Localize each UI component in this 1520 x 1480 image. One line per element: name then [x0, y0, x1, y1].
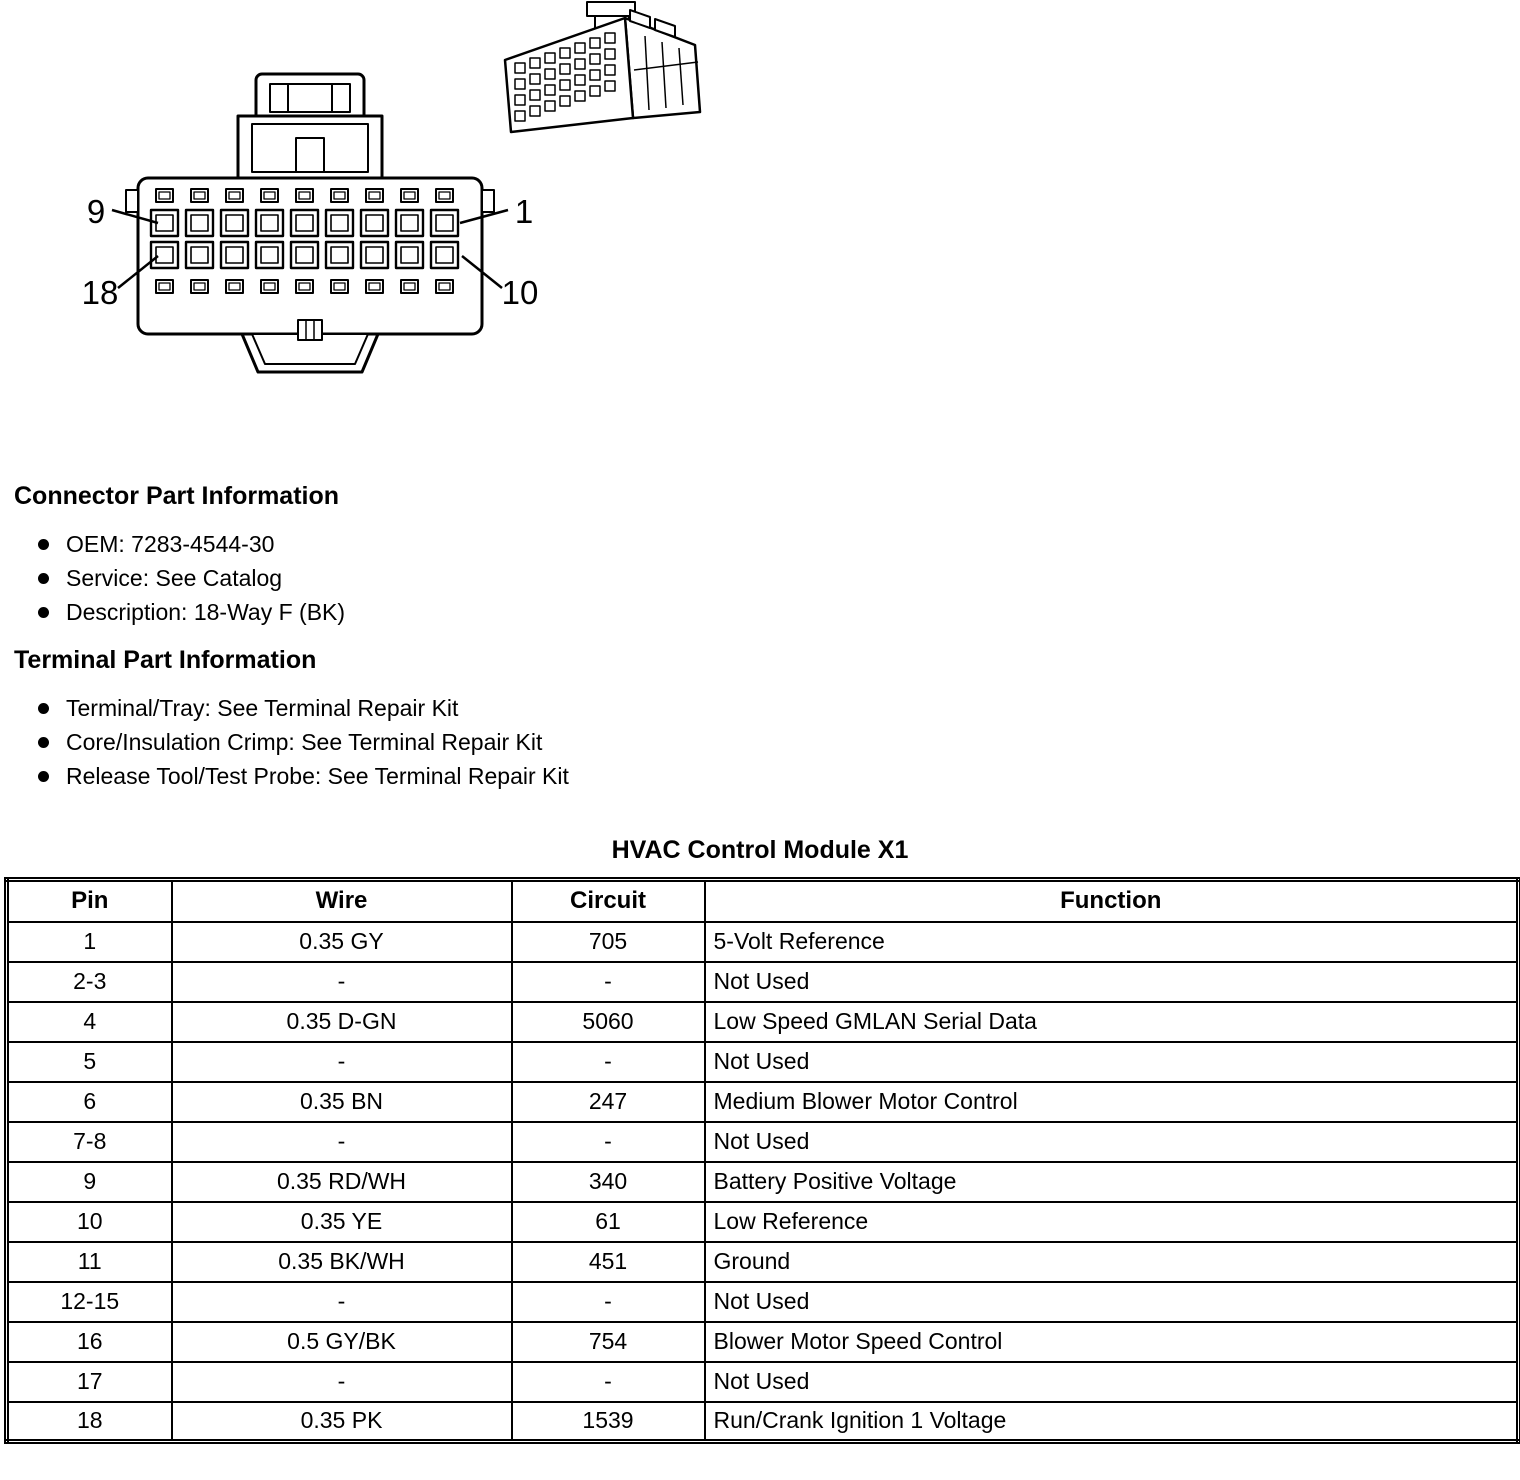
bullet-icon — [38, 539, 49, 550]
pin-cell: 10 — [7, 1202, 172, 1242]
table-row — [7, 1002, 1519, 1042]
list-item — [38, 691, 1520, 725]
function-cell: Low Speed GMLAN Serial Data — [705, 1002, 1519, 1042]
table-row — [7, 1242, 1519, 1282]
connector-3d-view — [495, 0, 710, 172]
function-cell: Not Used — [705, 1282, 1519, 1322]
col-header-pin: Pin — [7, 880, 172, 922]
list-item — [38, 595, 1520, 629]
wire-cell: 0.35 D-GN — [172, 1002, 512, 1042]
bullet-icon — [38, 771, 49, 782]
col-header-circuit: Circuit — [512, 880, 705, 922]
pin-cell: 17 — [7, 1362, 172, 1402]
connector-part-info-heading: Connector Part Information — [14, 482, 340, 510]
table-row — [7, 1162, 1519, 1202]
list-item-text: Service: See Catalog — [66, 564, 283, 591]
pin-cell: 16 — [7, 1322, 172, 1362]
pin-cell: 5 — [7, 1042, 172, 1082]
function-cell: Medium Blower Motor Control — [705, 1082, 1519, 1122]
table-row — [7, 1282, 1519, 1322]
circuit-cell: - — [512, 962, 705, 1002]
pinout-table — [4, 877, 1520, 1444]
table-header-row — [7, 880, 1519, 922]
pin-cell: 18 — [7, 1402, 172, 1442]
list-item — [38, 527, 1520, 561]
circuit-cell: - — [512, 1362, 705, 1402]
circuit-cell: - — [512, 1122, 705, 1162]
pin-cell: 12-15 — [7, 1282, 172, 1322]
pin-cell: 9 — [7, 1162, 172, 1202]
function-cell: Low Reference — [705, 1202, 1519, 1242]
function-cell: Not Used — [705, 962, 1519, 1002]
function-cell: Not Used — [705, 1042, 1519, 1082]
table-row — [7, 922, 1519, 962]
circuit-cell: 247 — [512, 1082, 705, 1122]
wire-cell: 0.35 BN — [172, 1082, 512, 1122]
table-title: HVAC Control Module X1 — [611, 836, 909, 864]
bullet-icon — [38, 737, 49, 748]
pin-cell: 7-8 — [7, 1122, 172, 1162]
circuit-cell: - — [512, 1042, 705, 1082]
function-cell: 5-Volt Reference — [705, 922, 1519, 962]
wire-cell: 0.35 PK — [172, 1402, 512, 1442]
pin-cell: 2-3 — [7, 962, 172, 1002]
circuit-cell: 754 — [512, 1322, 705, 1362]
function-cell: Battery Positive Voltage — [705, 1162, 1519, 1202]
connector-diagrams — [0, 0, 1520, 445]
table-row — [7, 1322, 1519, 1362]
wire-cell: - — [172, 1122, 512, 1162]
table-row — [7, 1202, 1519, 1242]
list-item — [38, 725, 1520, 759]
table-row — [7, 962, 1519, 1002]
terminal-info-list — [38, 691, 1520, 793]
table-row — [7, 1402, 1519, 1442]
function-cell: Not Used — [705, 1122, 1519, 1162]
pin-cell: 4 — [7, 1002, 172, 1042]
wire-cell: - — [172, 1042, 512, 1082]
circuit-cell: 5060 — [512, 1002, 705, 1042]
list-item — [38, 759, 1520, 793]
table-row — [7, 1362, 1519, 1402]
circuit-cell: 61 — [512, 1202, 705, 1242]
bullet-icon — [38, 573, 49, 584]
function-cell: Ground — [705, 1242, 1519, 1282]
function-cell: Blower Motor Speed Control — [705, 1322, 1519, 1362]
table-row — [7, 1082, 1519, 1122]
table-row — [7, 1042, 1519, 1082]
list-item-text: Terminal/Tray: See Terminal Repair Kit — [66, 694, 459, 721]
wire-cell: - — [172, 1282, 512, 1322]
pin-cell: 6 — [7, 1082, 172, 1122]
wire-cell: - — [172, 1362, 512, 1402]
wire-cell: 0.35 YE — [172, 1202, 512, 1242]
pin9-label: 9 — [86, 193, 106, 230]
list-item-text: Description: 18-Way F (BK) — [66, 598, 346, 625]
pinout-table-body — [7, 922, 1519, 1442]
wire-cell: 0.35 RD/WH — [172, 1162, 512, 1202]
pin10-label: 10 — [501, 274, 539, 311]
circuit-cell: - — [512, 1282, 705, 1322]
function-cell: Not Used — [705, 1362, 1519, 1402]
wire-cell: 0.35 GY — [172, 922, 512, 962]
circuit-cell: 705 — [512, 922, 705, 962]
col-header-function: Function — [705, 880, 1519, 922]
list-item-text: Release Tool/Test Probe: See Terminal Repair Kit — [66, 762, 569, 789]
pin-cell: 1 — [7, 922, 172, 962]
wire-cell: - — [172, 962, 512, 1002]
col-header-wire: Wire — [172, 880, 512, 922]
list-item — [38, 561, 1520, 595]
circuit-cell: 451 — [512, 1242, 705, 1282]
table-row — [7, 1122, 1519, 1162]
function-cell: Run/Crank Ignition 1 Voltage — [705, 1402, 1519, 1442]
wire-cell: 0.35 BK/WH — [172, 1242, 512, 1282]
connector-info-list — [38, 527, 1520, 629]
pin-cell: 11 — [7, 1242, 172, 1282]
connector-front-view — [60, 42, 560, 392]
list-item-text: Core/Insulation Crimp: See Terminal Repair Kit — [66, 728, 543, 755]
terminal-part-info-heading: Terminal Part Information — [14, 646, 317, 674]
bullet-icon — [38, 607, 49, 618]
list-item-text: OEM: 7283-4544-30 — [66, 530, 275, 557]
pin1-label: 1 — [514, 193, 534, 230]
circuit-cell: 1539 — [512, 1402, 705, 1442]
wire-cell: 0.5 GY/BK — [172, 1322, 512, 1362]
bullet-icon — [38, 703, 49, 714]
pin18-label: 18 — [81, 274, 119, 311]
circuit-cell: 340 — [512, 1162, 705, 1202]
